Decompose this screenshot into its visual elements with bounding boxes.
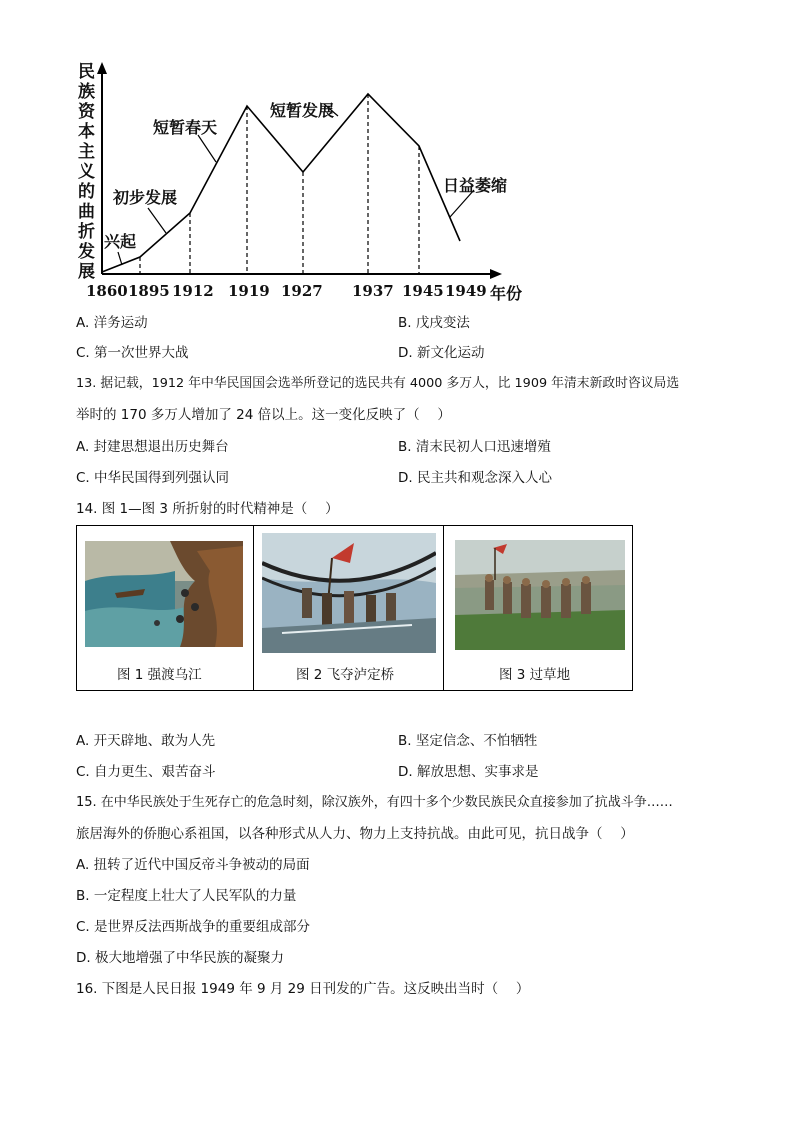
x-tick-1860: 1860	[86, 282, 128, 300]
x-tick-1919: 1919	[228, 282, 270, 300]
q12-option-c: C. 第一次世界大战	[76, 345, 189, 361]
y-axis-arrow	[97, 62, 107, 74]
q13-option-b: B. 清末民初人口迅速增殖	[398, 439, 551, 455]
q13-stem-line1: 13. 据记载，1912 年中华民国国会选举所登记的选民共有 4000 多万人，比 1909 年清末新政时咨议局选	[76, 376, 680, 391]
figure-1-caption: 图 1 强渡乌江	[117, 667, 202, 683]
figure-cell-2	[253, 526, 444, 690]
q15-stem-line2: 旅居海外的侨胞心系祖国，以各种形式从人力、物力上支持抗战。由此可见，抗日战争（ ）	[76, 826, 634, 842]
q13-stem-line2: 举时的 170 多万人增加了 24 倍以上。这一变化反映了（ ）	[76, 407, 451, 423]
x-tick-1949: 1949	[445, 282, 487, 300]
x-axis-label: 年份	[490, 284, 523, 303]
q12-option-a: A. 洋务运动	[76, 315, 148, 331]
figure-2-caption: 图 2 飞夺泸定桥	[296, 667, 395, 683]
q14-option-d: D. 解放思想、实事求是	[398, 764, 539, 780]
x-tick-1937: 1937	[352, 282, 394, 300]
q15-option-b: B. 一定程度上壮大了人民军队的力量	[76, 888, 297, 904]
phase-label-short-spring: 短暂春天	[153, 118, 218, 137]
q14-option-b: B. 坚定信念、不怕牺牲	[398, 733, 538, 749]
x-tick-1927: 1927	[281, 282, 323, 300]
figure-cell-1	[77, 526, 253, 690]
x-axis-arrow	[490, 269, 502, 279]
phase-label-rise: 兴起	[104, 232, 137, 251]
painting-luding-bridge	[262, 533, 436, 653]
painting-grassland-march	[455, 540, 625, 650]
x-tick-1895: 1895	[128, 282, 170, 300]
q15-option-d: D. 极大地增强了中华民族的凝聚力	[76, 950, 284, 966]
q16-stem: 16. 下图是人民日报 1949 年 9 月 29 日刊发的广告。这反映出当时（ ）	[76, 981, 530, 997]
y-axis-label: 民族资本主义的曲折发展	[78, 62, 95, 282]
figure-cell-3	[443, 526, 633, 690]
x-tick-1945: 1945	[402, 282, 444, 300]
phase-label-initial-development: 初步发展	[113, 188, 178, 207]
q13-option-a: A. 封建思想退出历史舞台	[76, 439, 229, 455]
q14-stem: 14. 图 1—图 3 所折射的时代精神是（ ）	[76, 501, 339, 517]
q13-option-d: D. 民主共和观念深入人心	[398, 470, 552, 486]
painting-wujiang-crossing	[85, 541, 243, 647]
q15-stem-line1: 15. 在中华民族处于生死存亡的危急时刻，除汉族外，有四十多个少数民族民众直接参加了抗战斗争……	[76, 795, 673, 810]
figure-table	[76, 525, 633, 691]
q15-option-c: C. 是世界反法西斯战争的重要组成部分	[76, 919, 311, 935]
q14-option-a: A. 开天辟地、敢为人先	[76, 733, 216, 749]
x-tick-1912: 1912	[172, 282, 214, 300]
q13-option-c: C. 中华民国得到列强认同	[76, 470, 230, 486]
q12-option-b: B. 戊戌变法	[398, 315, 470, 331]
q14-option-c: C. 自力更生、艰苦奋斗	[76, 764, 216, 780]
phase-label-decline: 日益萎缩	[443, 176, 508, 195]
q15-option-a: A. 扭转了近代中国反帝斗争被动的局面	[76, 857, 310, 873]
figure-3-caption: 图 3 过草地	[499, 667, 571, 683]
phase-label-short-development: 短暂发展	[270, 101, 335, 120]
q12-option-d: D. 新文化运动	[398, 345, 485, 361]
